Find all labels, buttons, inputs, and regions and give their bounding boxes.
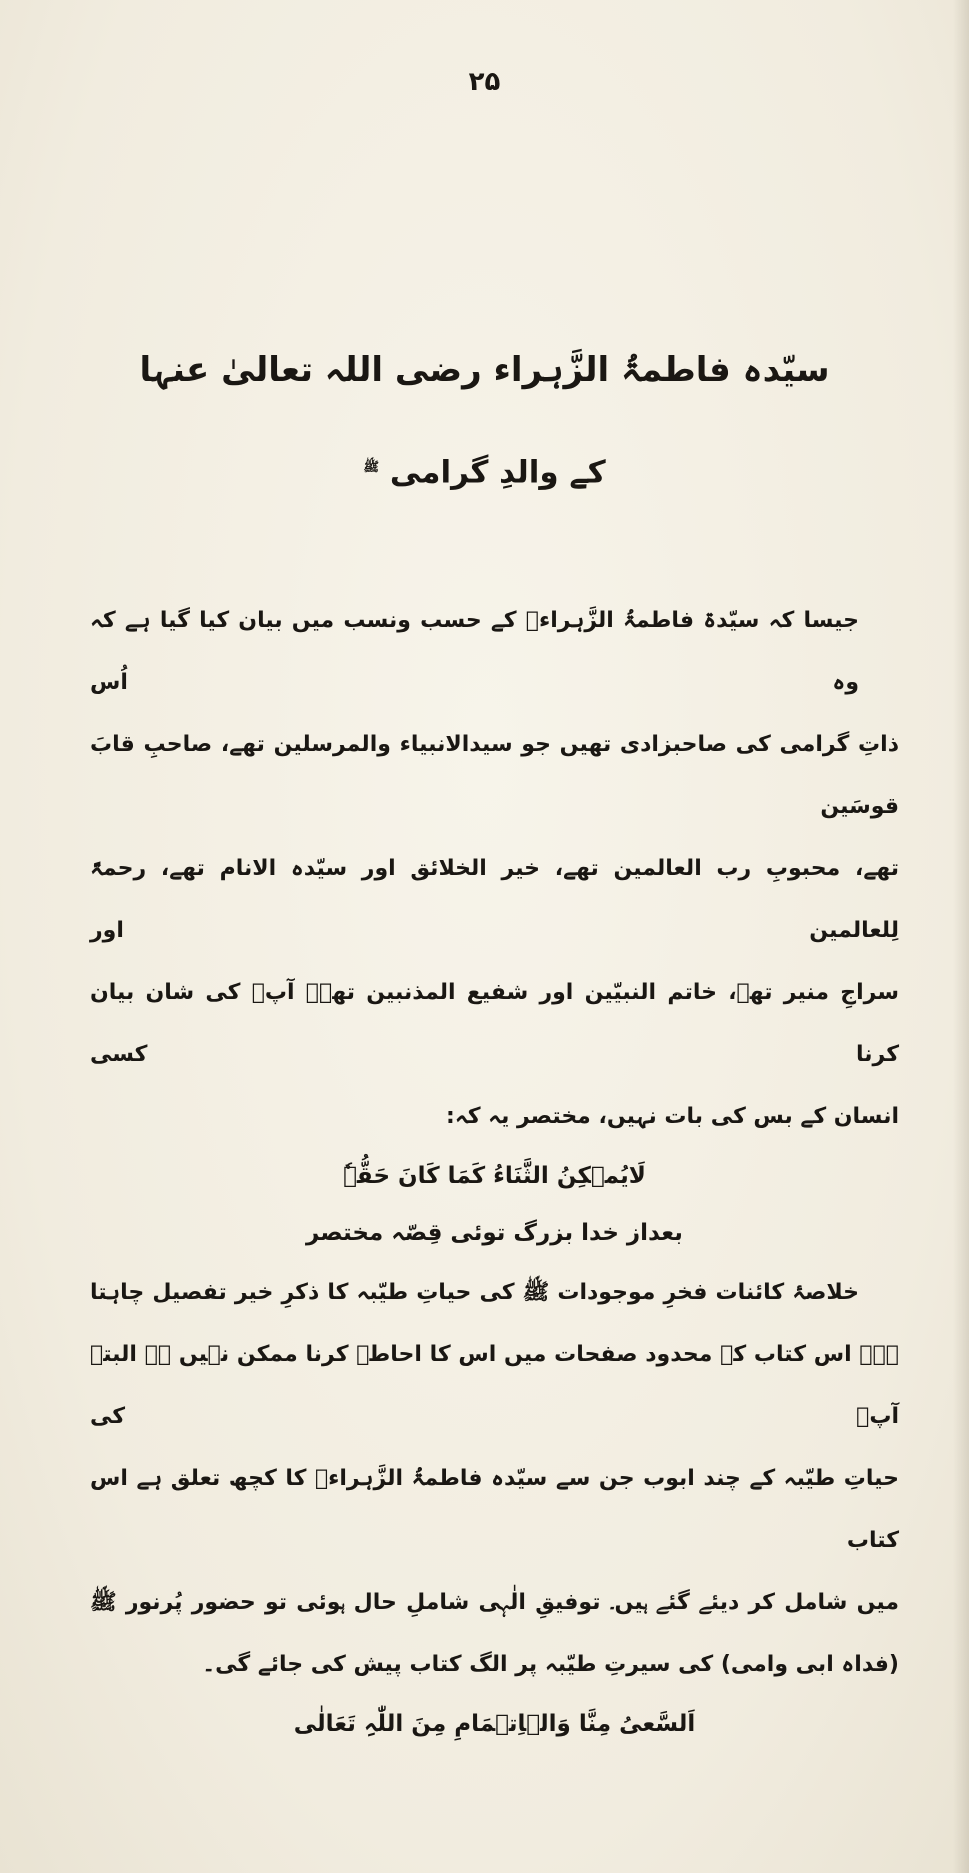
chapter-title: سیّدہ فاطمۃُ الزَّہراء رضی اللہ تعالیٰ عنہا: [139, 350, 830, 390]
paragraph2-line: میں شامل کر دیئے گئے ہیں۔ توفیقِ الٰہی شاملِ حال ہوئی تو حضور پُرنور ﷺ: [90, 1590, 899, 1616]
honorific-seal: ﷺ: [363, 460, 380, 475]
body-text: [90, 590, 899, 1753]
arabic-quote: لَایُمۡکِنُ الثَّنَاءُ کَمَا کَانَ حَقُّہٗ: [343, 1163, 646, 1190]
paragraph1-line: ذاتِ گرامی کی صاحبزادی تھیں جو سیدالانبیاء والمرسلین تھے، صاحبِ قابَ قوسَین: [90, 732, 899, 820]
closing-dua: اَلسَّعیُ مِنَّا وَالۡاِتۡمَامِ مِنَ اللّٰہِ تَعَالٰی: [293, 1711, 696, 1738]
paragraph1-line: تھے، محبوبِ رب العالمین تھے، خیر الخلائق اور سیّدہ الانام تھے، رحمۃً لِلعالمین اور: [90, 856, 899, 944]
page-number: ۲۵: [468, 67, 501, 97]
paragraph2-line: خلاصۂ کائنات فخرِ موجودات ﷺ کی حیاتِ طیّبہ کا ذکرِ خیر تفصیل چاہتا: [90, 1280, 859, 1306]
subtitle-text: کے والدِ گرامی: [389, 454, 606, 491]
chapter-subtitle: [0, 440, 969, 500]
persian-quote: بعداز خدا بزرگ توئی قِصّہ مختصر: [306, 1220, 683, 1247]
paragraph1-line: انسان کے بس کی بات نہیں، مختصر یہ کہ:: [446, 1104, 899, 1130]
paragraph1-line: جیسا کہ سیّدۃ فاطمۃُ الزَّہراءؓ کے حسب ونسب میں بیان کیا گیا ہے کہ وہ اُس: [90, 608, 859, 696]
page-edge-shadow: [953, 0, 969, 1873]
paragraph2-line: حیاتِ طیّبہ کے چند ابوب جن سے سیّدہ فاطمۃُ الزَّہراءؓ کا کچھ تعلق ہے اس کتاب: [90, 1466, 899, 1554]
paragraph1-line: سراجِ منیر تھے، خاتم النبیّین اور شفیع المذنبین تھے۔ آپؐ کی شان بیان کرنا کسی: [90, 980, 899, 1068]
paragraph2-line: ہے۔ اس کتاب کے محدود صفحات میں اس کا احاطہ کرنا ممکن نہیں ہے البتہ آپؐ کی: [90, 1342, 899, 1430]
paragraph2-line: (فداہ ابی وامی) کی سیرتِ طیّبہ پر الگ کتاب پیش کی جائے گی۔: [202, 1652, 899, 1678]
